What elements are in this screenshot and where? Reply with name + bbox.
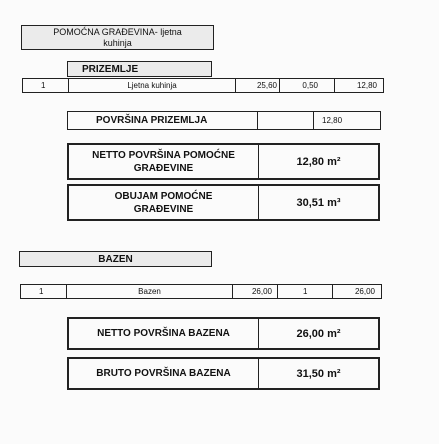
table-row-bazen bbox=[20, 284, 382, 299]
bazen-header-label: BAZEN bbox=[98, 253, 133, 265]
netto-pomocne-line2: GRAĐEVINE bbox=[133, 162, 194, 174]
povrsina-prizemlja-label: POVRŠINA PRIZEMLJA bbox=[68, 112, 258, 129]
bazen-name: Bazen bbox=[67, 285, 233, 298]
bazen-area: 26,00 bbox=[233, 285, 278, 298]
netto-pomocne-label bbox=[69, 145, 259, 178]
section-title-line2: kuhinja bbox=[103, 38, 132, 48]
empty-cell bbox=[258, 112, 314, 129]
bruto-bazena-label: BRUTO POVRŠINA BAZENA bbox=[69, 359, 259, 388]
table-row-ljetna-kuhinja bbox=[22, 78, 384, 93]
row-number: 1 bbox=[21, 285, 67, 298]
room-name: Ljetna kuhinja bbox=[69, 79, 236, 92]
obujam-label bbox=[69, 186, 259, 219]
bruto-bazena-value: 31,50 m² bbox=[296, 367, 341, 380]
bazen-coefficient: 1 bbox=[278, 285, 333, 298]
room-area: 25,60 bbox=[236, 79, 280, 92]
povrsina-prizemlja-row bbox=[67, 111, 381, 130]
povrsina-prizemlja-value: 12,80 bbox=[322, 116, 343, 125]
section-title-line1: POMOĆNA GRAĐEVINA- ljetna bbox=[53, 27, 182, 37]
obujam-box bbox=[67, 184, 380, 221]
room-total: 12,80 bbox=[356, 81, 377, 90]
room-coefficient: 0,50 bbox=[280, 79, 335, 92]
netto-pomocne-line1: NETTO POVRŠINA POMOĆNE bbox=[92, 149, 235, 161]
prizemlje-header-label: PRIZEMLJE bbox=[82, 63, 139, 75]
obujam-line1: OBUJAM POMOĆNE bbox=[114, 190, 213, 202]
netto-pomocne-value: 12,80 m² bbox=[296, 155, 341, 168]
netto-bazena-label: NETTO POVRŠINA BAZENA bbox=[69, 319, 259, 348]
netto-bazena-value: 26,00 m² bbox=[296, 327, 341, 340]
bazen-total: 26,00 bbox=[354, 287, 375, 296]
section-title-box bbox=[21, 25, 214, 50]
prizemlje-header bbox=[67, 61, 212, 77]
netto-pomocne-box bbox=[67, 143, 380, 180]
bazen-header bbox=[19, 251, 212, 267]
obujam-value: 30,51 m³ bbox=[296, 196, 341, 209]
bruto-bazena-box bbox=[67, 357, 380, 390]
netto-bazena-box bbox=[67, 317, 380, 350]
obujam-line2: GRAĐEVINE bbox=[133, 203, 194, 215]
row-number: 1 bbox=[23, 79, 69, 92]
